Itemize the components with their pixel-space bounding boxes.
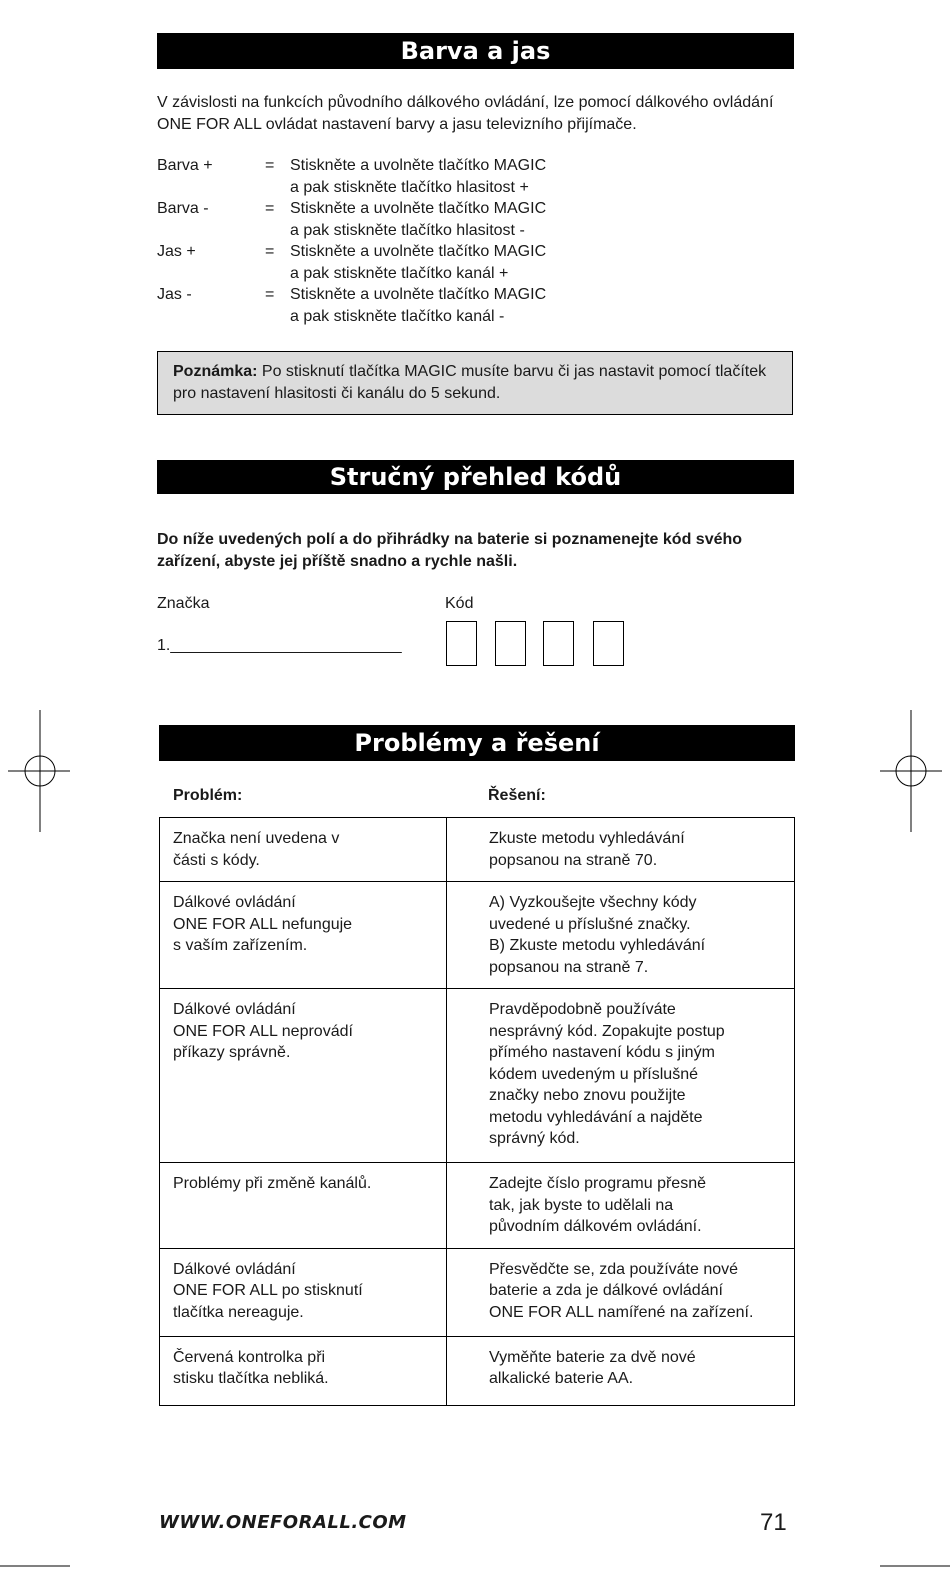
code-digit-box[interactable] <box>495 621 526 666</box>
page-number: 71 <box>760 1509 787 1536</box>
solution-cell <box>447 1163 795 1249</box>
brand-entry-line: 1.__________________________ <box>157 637 402 654</box>
table-row <box>160 882 795 989</box>
problem-text: Dálkové ovládání ONE FOR ALL nefunguje s vaším zařízením. <box>173 894 353 954</box>
solution-cell <box>447 1336 795 1405</box>
crop-mark-left <box>8 708 72 834</box>
problem-cell <box>160 989 447 1163</box>
row-label: Barva + <box>157 157 213 174</box>
table-row <box>160 818 795 882</box>
row-line2: a pak stiskněte tlačítko hlasitost + <box>290 179 529 196</box>
solution-cell <box>447 882 795 989</box>
row-equals: = <box>265 200 275 217</box>
table-row <box>160 1336 795 1405</box>
row-label: Jas + <box>157 243 196 260</box>
row-label: Barva - <box>157 200 209 217</box>
row-line2: a pak stiskněte tlačítko kanál + <box>290 265 509 282</box>
problem-cell <box>160 1163 447 1249</box>
problem-text: Dálkové ovládání ONE FOR ALL po stisknutí tlačítka nereaguje. <box>173 1260 363 1321</box>
problem-text: Červená kontrolka při stisku tlačítka nebliká. <box>173 1348 329 1387</box>
solution-text: Vyměňte baterie za dvě nové alkalické baterie AA. <box>489 1348 696 1387</box>
solution-text: Pravděpodobně používáte nesprávný kód. Zopakujte postup přímého nastavení kódu s jiným kódem uvedeným u příslušné značky nebo znovu použijte metodu vyhledávání a najděte správný kód. <box>489 1001 725 1147</box>
problem-cell <box>160 818 447 882</box>
code-digit-box[interactable] <box>543 621 574 666</box>
crop-mark-bottom <box>0 1562 950 1572</box>
code-digit-box[interactable] <box>593 621 624 666</box>
solution-text: Zadejte číslo programu přesně tak, jak byste to udělali na původním dálkovém ovládání. <box>489 1175 706 1235</box>
website-url[interactable]: WWW.ONEFORALL.COM <box>159 1512 407 1533</box>
note-box <box>157 351 793 415</box>
row-line1: Stiskněte a uvolněte tlačítko MAGIC <box>290 243 547 260</box>
section-title-codes: Stručný přehled kódů <box>157 460 794 494</box>
crop-mark-right <box>878 708 942 834</box>
row-line1: Stiskněte a uvolněte tlačítko MAGIC <box>290 286 547 303</box>
solution-cell <box>447 818 795 882</box>
solution-column-header: Řešení: <box>488 787 546 804</box>
table-row <box>160 1248 795 1336</box>
troubleshooting-table <box>159 817 795 1406</box>
note-label: Poznámka: <box>173 363 258 380</box>
problem-column-header: Problém: <box>173 787 243 804</box>
code-digit-box[interactable] <box>446 621 477 666</box>
solution-cell <box>447 989 795 1163</box>
section-title-troubleshooting: Problémy a řešení <box>159 725 795 761</box>
problem-text: Dálkové ovládání ONE FOR ALL neprovádí příkazy správně. <box>173 1001 353 1061</box>
note-text: Po stisknutí tlačítka MAGIC musíte barvu či jas nastavit pomocí tlačítek pro nastavení hlasitosti či kanálu do 5 sekund. <box>173 363 767 402</box>
problem-cell <box>160 1248 447 1336</box>
solution-text: A) Vyzkoušejte všechny kódy uvedené u příslušné značky. B) Zkuste metodu vyhledávání popsanou na straně 7. <box>489 894 706 976</box>
problem-text: Značka není uvedena v části s kódy. <box>173 830 340 869</box>
brand-label: Značka <box>157 595 210 612</box>
row-label: Jas - <box>157 286 192 303</box>
row-equals: = <box>265 286 275 303</box>
problem-cell <box>160 882 447 989</box>
codes-intro: Do níže uvedených polí a do přihrádky na baterie si poznamenejte kód svého zařízení, abyste jej příště snadno a rychle našli. <box>157 531 743 570</box>
solution-text: Zkuste metodu vyhledávání popsanou na straně 70. <box>489 830 685 869</box>
code-label: Kód <box>445 595 474 612</box>
row-line2: a pak stiskněte tlačítko kanál - <box>290 308 505 325</box>
row-line1: Stiskněte a uvolněte tlačítko MAGIC <box>290 157 547 174</box>
table-row <box>160 989 795 1163</box>
row-equals: = <box>265 243 275 260</box>
row-equals: = <box>265 157 275 174</box>
row-line2: a pak stiskněte tlačítko hlasitost - <box>290 222 525 239</box>
problem-text: Problémy při změně kanálů. <box>173 1175 372 1192</box>
solution-text: Přesvědčte se, zda používáte nové baterie a zda je dálkové ovládání ONE FOR ALL namířené na zařízení. <box>489 1260 754 1321</box>
section-title-color: Barva a jas <box>157 33 794 69</box>
solution-cell <box>447 1248 795 1336</box>
color-intro: V závislosti na funkcích původního dálkového ovládání, lze pomocí dálkového ovládání ONE FOR ALL ovládat nastavení barvy a jasu televizního přijímače. <box>157 94 774 133</box>
problem-cell <box>160 1336 447 1405</box>
row-line1: Stiskněte a uvolněte tlačítko MAGIC <box>290 200 547 217</box>
table-row <box>160 1163 795 1249</box>
